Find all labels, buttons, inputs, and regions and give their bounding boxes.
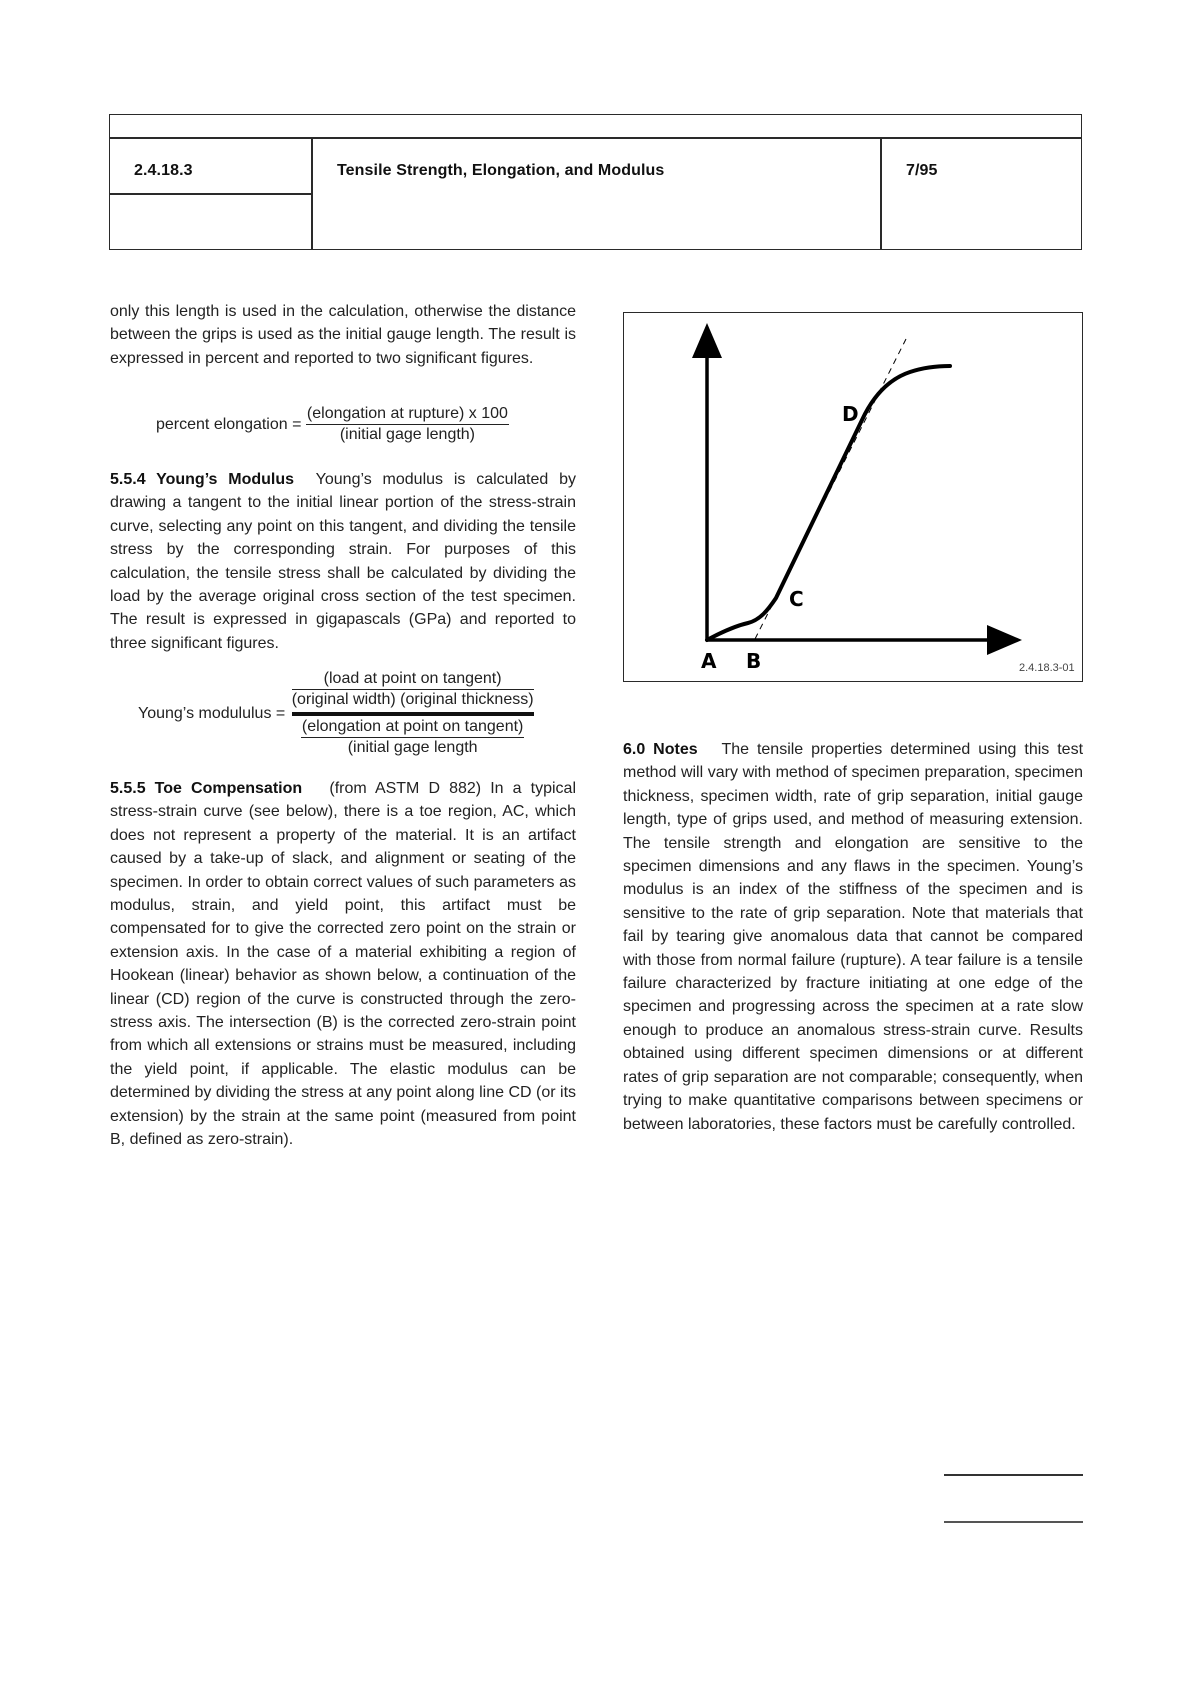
label-point-d: D: [842, 402, 859, 426]
youngs-modulus-formula: [138, 670, 534, 758]
formula-bottom: [292, 716, 534, 758]
top-fraction: [292, 670, 534, 710]
section-toe-compensation: [110, 777, 576, 1152]
section-heading: 6.0 Notes: [623, 741, 698, 758]
section-heading: 5.5.5 Toe Compensation: [110, 780, 303, 797]
bottom-numerator: (elongation at point on tangent): [301, 718, 525, 738]
formula-lhs: Young’s modululus =: [138, 705, 286, 722]
doc-date: 7/95: [906, 162, 938, 179]
formula-denominator: (initial gage length): [339, 426, 476, 443]
label-point-c: C: [789, 587, 804, 611]
percent-elongation-formula: [156, 405, 509, 445]
figure-id: 2.4.18.3-01: [1019, 662, 1075, 674]
top-numerator: (load at point on tangent): [292, 670, 534, 690]
signature-line-1: [944, 1474, 1083, 1476]
formula-lhs: percent elongation =: [156, 416, 302, 434]
label-point-a: A: [701, 649, 717, 673]
formula-compound-fraction: [292, 670, 534, 758]
stress-strain-diagram: [623, 312, 1083, 682]
header-col-divider-right: [880, 137, 882, 250]
section-body: Young’s modulus is calculated by drawing a tangent to the initial linear portion of the stress-strain curve, selecting any point on this tangent, and dividing the tensile stress by the corresponding strain. For purposes of this calculation, the tensile stress shall be calculated by dividing the load by the average original cross section of the test specimen. The result is expressed in gigapascals (GPa) and reported to three significant figures.: [110, 471, 576, 652]
stress-strain-figure: [623, 312, 1083, 682]
doc-number: 2.4.18.3: [134, 162, 193, 179]
formula-numerator: (elongation at rupture) x 100: [306, 405, 509, 425]
section-youngs-modulus: [110, 468, 576, 655]
page-title: Tensile Strength, Elongation, and Modulus: [337, 162, 665, 179]
header-left-cell-divider: [109, 193, 312, 195]
section-body: The tensile properties determined using this test method will vary with method of specimen preparation, specimen thickness, specimen width, rate of grip separation, initial gauge length, type of grips used, and method of measuring extension. The tensile strength and elongation are sensitive to the specimen dimensions and any flaws in the specimen. Young’s modulus is an index of the stiffness of the specimen and is sensitive to the rate of grip separation. Note that materials that fail by tearing give anomalous data that cannot be compared with those from normal failure (rupture). A tear failure is a tensile failure characterized by fracture initiating at one edge of the specimen and progressing across the specimen at a rate slow enough to produce an anomalous stress-strain curve. Results obtained using different specimen dimensions or at different rates of grip separation are not comparable; consequently, when trying to make quantitative comparisons between specimens or between laboratories, these factors must be carefully controlled.: [623, 741, 1084, 1133]
section-notes: [623, 738, 1083, 1136]
top-denominator: (original width) (original thickness): [291, 691, 534, 708]
section-heading: 5.5.4 Young’s Modulus: [110, 471, 295, 488]
formula-fraction: [306, 405, 509, 445]
formula-top: [292, 670, 534, 716]
bottom-denominator: (initial gage length: [347, 739, 478, 756]
header-top-row-divider: [109, 137, 1082, 139]
bottom-fraction: [301, 718, 525, 758]
signature-line-2: [944, 1521, 1083, 1523]
section-body: (from ASTM D 882) In a typical stress-strain curve (see below), there is a toe region, AC, which does not represent a property of the material. It is an artifact caused by a take-up of slack, and alignment or seating of the specimen. In order to obtain correct values of such parameters as modulus, strain, and yield point, this artifact must be compensated for to give the corrected zero point on the strain or extension axis. In the case of a material exhibiting a region of Hookean (linear) behavior as shown below, a continuation of the linear (CD) region of the curve is constructed through the zero-stress axis. The intersection (B) is the corrected zero-strain point from which all extensions or strains must be measured, including the yield point, if applicable. The elastic modulus can be determined by dividing the stress at any point along line CD (or its extension) by the strain at the same point (measured from point B, defined as zero-strain).: [110, 780, 577, 1149]
label-point-b: B: [746, 649, 762, 673]
intro-paragraph: [110, 300, 576, 370]
intro-text: only this length is used in the calculation, otherwise the distance between the grips is used as the initial gauge length. The result is expressed in percent and reported to two significant figures.: [110, 303, 576, 367]
header-table: [109, 114, 1082, 250]
